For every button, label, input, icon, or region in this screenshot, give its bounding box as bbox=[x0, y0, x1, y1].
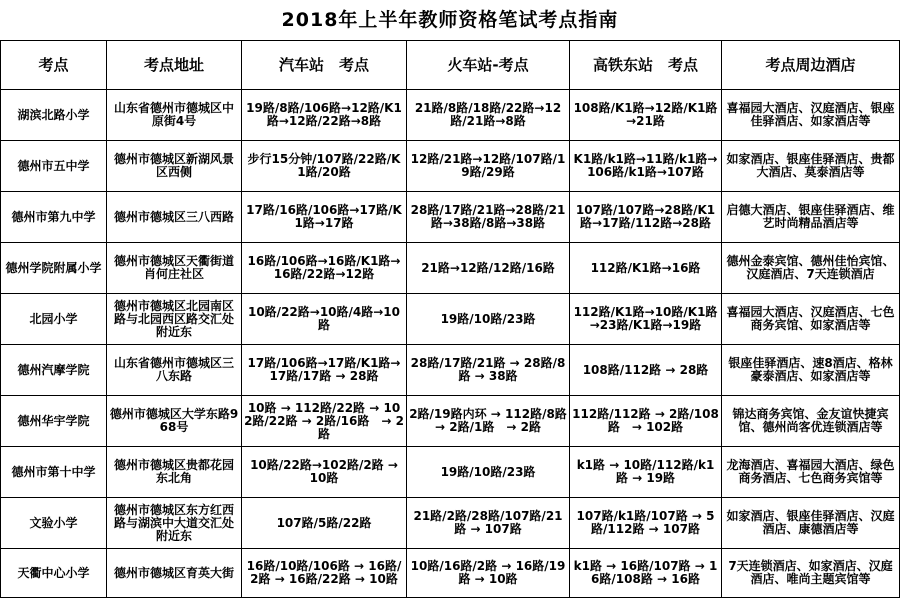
site-name-cell: 德州市第九中学 bbox=[1, 192, 107, 243]
address-cell: 德州市德城区北园南区路与北园西区路交汇处附近东 bbox=[107, 294, 242, 345]
bus-route-cell: 107路/5路/22路 bbox=[242, 498, 407, 549]
rail-route-cell: 112路/112路 → 2路/108路 → 102路 bbox=[570, 396, 722, 447]
bus-route-cell: 16路/106路→16路/K1路→16路/22路→12路 bbox=[242, 243, 407, 294]
table-row bbox=[1, 141, 900, 192]
hotels-cell: 喜福园大酒店、汉庭酒店、银座佳驿酒店、如家酒店等 bbox=[722, 90, 900, 141]
bus-route-cell: 19路/8路/106路→12路/K1路→12路/22路→8路 bbox=[242, 90, 407, 141]
train-route-cell: 10路/16路/2路 → 16路/19路 → 10路 bbox=[407, 549, 570, 598]
rail-route-cell: k1路 → 16路/107路 → 16路/108路 → 16路 bbox=[570, 549, 722, 598]
bus-route-cell: 16路/10路/106路 → 16路/2路 → 16路/22路 → 10路 bbox=[242, 549, 407, 598]
address-cell: 山东省德州市德城区中原街4号 bbox=[107, 90, 242, 141]
site-name-cell: 德州学院附属小学 bbox=[1, 243, 107, 294]
header-bus-station: 汽车站 考点 bbox=[242, 41, 407, 90]
table-header-row bbox=[1, 41, 900, 90]
table-row bbox=[1, 243, 900, 294]
bus-route-cell: 10路/22路→102路/2路 → 10路 bbox=[242, 447, 407, 498]
table-row bbox=[1, 396, 900, 447]
rail-route-cell: k1路 → 10路/112路/k1路 → 19路 bbox=[570, 447, 722, 498]
hotels-cell: 启德大酒店、银座佳驿酒店、维艺时尚精品酒店等 bbox=[722, 192, 900, 243]
address-cell: 德州市德城区育英大街 bbox=[107, 549, 242, 598]
rail-route-cell: 108路/112路 → 28路 bbox=[570, 345, 722, 396]
hotels-cell: 银座佳驿酒店、速8酒店、格林豪泰酒店、如家酒店等 bbox=[722, 345, 900, 396]
train-route-cell: 21路/2路/28路/107路/21路 → 107路 bbox=[407, 498, 570, 549]
header-train-station: 火车站-考点 bbox=[407, 41, 570, 90]
site-name-cell: 湖滨北路小学 bbox=[1, 90, 107, 141]
address-cell: 山东省德州市德城区三八东路 bbox=[107, 345, 242, 396]
table-row bbox=[1, 90, 900, 141]
train-route-cell: 19路/10路/23路 bbox=[407, 447, 570, 498]
site-name-cell: 德州汽摩学院 bbox=[1, 345, 107, 396]
table-row bbox=[1, 294, 900, 345]
address-cell: 德州市德城区贵都花园东北角 bbox=[107, 447, 242, 498]
address-cell: 德州市德城区大学东路968号 bbox=[107, 396, 242, 447]
site-name-cell: 德州华宇学院 bbox=[1, 396, 107, 447]
address-cell: 德州市德城区三八西路 bbox=[107, 192, 242, 243]
train-route-cell: 2路/19路内环 → 112路/8路 → 2路/1路 → 2路 bbox=[407, 396, 570, 447]
table-row bbox=[1, 345, 900, 396]
train-route-cell: 12路/21路→12路/107路/19路/29路 bbox=[407, 141, 570, 192]
bus-route-cell: 10路/22路→10路/4路→10路 bbox=[242, 294, 407, 345]
page-title: 2018年上半年教师资格笔试考点指南 bbox=[281, 9, 619, 31]
rail-route-cell: 108路/K1路→12路/K1路→21路 bbox=[570, 90, 722, 141]
site-name-cell: 德州市第十中学 bbox=[1, 447, 107, 498]
train-route-cell: 21路→12路/12路/16路 bbox=[407, 243, 570, 294]
address-cell: 德州市德城区天衢街道肖何庄社区 bbox=[107, 243, 242, 294]
table-row bbox=[1, 447, 900, 498]
hotels-cell: 7天连锁酒店、如家酒店、汉庭酒店、唯尚主题宾馆等 bbox=[722, 549, 900, 598]
table-row bbox=[1, 192, 900, 243]
train-route-cell: 28路/17路/21路→28路/21路→38路/8路→38路 bbox=[407, 192, 570, 243]
site-name-cell: 德州市五中学 bbox=[1, 141, 107, 192]
bus-route-cell: 17路/106路→17路/K1路→17路/17路 → 28路 bbox=[242, 345, 407, 396]
bus-route-cell: 步行15分钟/107路/22路/K1路/20路 bbox=[242, 141, 407, 192]
bus-route-cell: 10路 → 112路/22路 → 102路/22路 → 2路/16路 → 2路 bbox=[242, 396, 407, 447]
header-site: 考点 bbox=[1, 41, 107, 90]
hotels-cell: 喜福园大酒店、汉庭酒店、七色商务宾馆、如家酒店等 bbox=[722, 294, 900, 345]
site-name-cell: 文验小学 bbox=[1, 498, 107, 549]
site-name-cell: 北园小学 bbox=[1, 294, 107, 345]
hotels-cell: 如家酒店、银座佳驿酒店、贵都大酒店、莫泰酒店等 bbox=[722, 141, 900, 192]
bus-route-cell: 17路/16路/106路→17路/K1路→17路 bbox=[242, 192, 407, 243]
train-route-cell: 21路/8路/18路/22路→12路/21路→8路 bbox=[407, 90, 570, 141]
table-row bbox=[1, 498, 900, 549]
site-name-cell: 天衢中心小学 bbox=[1, 549, 107, 598]
exam-site-table bbox=[0, 40, 900, 598]
rail-route-cell: 112路/K1路→10路/K1路→23路/K1路→19路 bbox=[570, 294, 722, 345]
train-route-cell: 28路/17路/21路 → 28路/8路 → 38路 bbox=[407, 345, 570, 396]
hotels-cell: 锦达商务宾馆、金友谊快捷宾馆、德州尚客优连锁酒店等 bbox=[722, 396, 900, 447]
header-hotels: 考点周边酒店 bbox=[722, 41, 900, 90]
header-address: 考点地址 bbox=[107, 41, 242, 90]
header-high-speed-rail: 高铁东站 考点 bbox=[570, 41, 722, 90]
hotels-cell: 德州金泰宾馆、德州佳怡宾馆、汉庭酒店、7天连锁酒店 bbox=[722, 243, 900, 294]
rail-route-cell: 107路/k1路/107路 → 5路/112路 → 107路 bbox=[570, 498, 722, 549]
rail-route-cell: 112路/K1路→16路 bbox=[570, 243, 722, 294]
rail-route-cell: K1路/k1路→11路/k1路→106路/k1路→107路 bbox=[570, 141, 722, 192]
hotels-cell: 如家酒店、银座佳驿酒店、汉庭酒店、康德酒店等 bbox=[722, 498, 900, 549]
hotels-cell: 龙海酒店、喜福园大酒店、绿色商务酒店、七色商务宾馆等 bbox=[722, 447, 900, 498]
rail-route-cell: 107路/107路→28路/K1路→17路/112路→28路 bbox=[570, 192, 722, 243]
address-cell: 德州市德城区东方红西路与湖滨中大道交汇处附近东 bbox=[107, 498, 242, 549]
train-route-cell: 19路/10路/23路 bbox=[407, 294, 570, 345]
table-row bbox=[1, 549, 900, 598]
address-cell: 德州市德城区新湖风景区西侧 bbox=[107, 141, 242, 192]
